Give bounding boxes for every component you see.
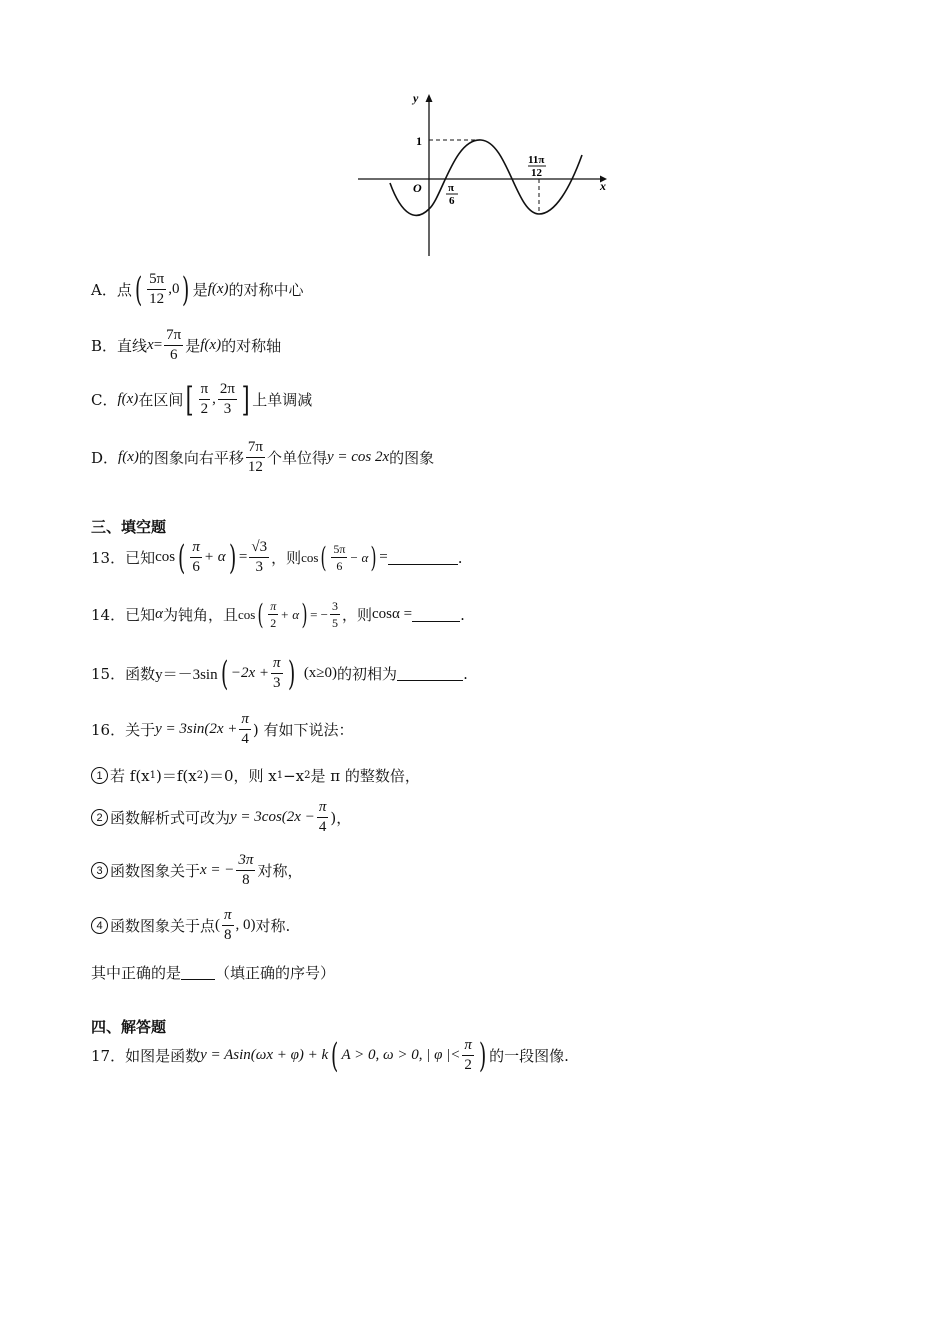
option-c-denominator-2: 3 [223, 401, 232, 417]
eleven-pi-over-12-numerator: 11π [528, 154, 545, 166]
q16-conclusion-tail: （填正确的序号） [215, 964, 336, 982]
option-b-tail: 的对称轴 [221, 337, 282, 355]
sine-graph-figure [350, 88, 615, 260]
option-c-prefix: C． [91, 391, 118, 409]
q17-label: 17．如图是函数 [91, 1047, 201, 1065]
q16-answer-blank[interactable] [181, 965, 215, 980]
q14-label: 14．已知 [91, 606, 156, 624]
option-c-tail: 上单调减 [252, 391, 313, 409]
q14-denominator-1: 2 [270, 616, 277, 630]
q13-denominator-1: 6 [192, 559, 200, 575]
option-c-fx: f(x) [117, 391, 139, 407]
q16-numerator: π [239, 712, 251, 730]
pi-over-6-numerator: π [448, 182, 455, 194]
pi-over-6-denominator: 6 [449, 195, 455, 207]
one-tick-label: 1 [416, 134, 422, 148]
q16-s2-text: 函数解析式可改为 [110, 809, 231, 827]
q16-s2-numerator: π [317, 800, 329, 818]
right-paren: ) [228, 537, 236, 578]
q17-denominator: 2 [464, 1057, 472, 1073]
q16-s2-tail: )， [330, 809, 352, 827]
q16-statement-3 [91, 853, 302, 888]
q14-answer-blank[interactable] [412, 607, 460, 622]
option-c-denominator-1: 2 [200, 401, 209, 417]
origin-label: O [413, 181, 422, 195]
q15-numerator: π [271, 656, 283, 674]
q17-tail: 的一段图像. [489, 1047, 569, 1065]
q17-cond: A > 0, ω > 0, | φ |< [341, 1047, 461, 1063]
q15-inner: −2x + [230, 665, 270, 681]
y-axis-arrow [426, 94, 433, 102]
q16-s3-denominator: 8 [242, 872, 250, 888]
x-axis-label: x [600, 179, 606, 193]
q16-s3-expr: x = − [200, 862, 235, 878]
q14-eq: = − [310, 606, 328, 622]
option-a-tail: 的对称中心 [228, 281, 304, 299]
left-paren: ( [178, 537, 186, 578]
q16-s4-after: , 0) [235, 917, 256, 933]
q15-label: 15．函数 [91, 665, 156, 683]
q13-eq-2: = [379, 549, 388, 565]
option-b-fx: f(x) [200, 337, 222, 353]
option-a-denominator: 12 [149, 291, 165, 307]
left-bracket: [ [185, 379, 194, 420]
option-c [91, 379, 313, 420]
option-a-fraction [147, 272, 166, 307]
q13-denominator-2: 3 [255, 559, 263, 575]
q16-statement-4 [91, 908, 290, 943]
section-4-heading: 四、解答题 [91, 1018, 167, 1036]
question-16 [91, 712, 354, 747]
circled-number: 1 [91, 767, 108, 784]
option-b-text: 是 [185, 337, 201, 355]
q14-numerator-1: π [270, 599, 277, 613]
option-d-fraction [246, 440, 265, 475]
q16-s4-open: ( [215, 917, 221, 933]
option-a [91, 269, 304, 310]
option-c-fraction-2 [218, 382, 237, 417]
right-bracket: ] [241, 379, 250, 420]
option-c-fraction-1 [199, 382, 211, 417]
comma: , [212, 391, 216, 407]
q13-fraction-3 [331, 543, 347, 572]
q14-fraction-1 [268, 600, 278, 629]
option-b-denominator: 6 [169, 347, 178, 363]
q16-s1-t4: −x [283, 766, 305, 785]
q16-s4-denominator: 8 [224, 927, 232, 943]
q13-plus-alpha: + α [203, 549, 226, 565]
option-d-tail: 的图象 [389, 449, 435, 467]
q16-s4-text: 函数图象关于点 [110, 917, 216, 935]
q14-cos: cos [237, 606, 256, 622]
option-d-mid: 的图象向右平移 [138, 449, 244, 467]
option-d-fx: f(x) [118, 449, 139, 465]
circled-number: 4 [91, 917, 108, 934]
option-b-prefix: B．直线 [91, 337, 148, 355]
option-b-eq: = [153, 337, 163, 353]
option-d-numerator: 7π [246, 440, 265, 458]
q16-s3-text: 函数图象关于 [110, 862, 201, 880]
option-b-var: x [147, 337, 154, 353]
y-axis-label: y [413, 91, 419, 105]
q16-s3-tail: 对称， [257, 862, 303, 880]
circled-number: 2 [91, 809, 108, 826]
left-paren: ( [134, 269, 143, 310]
q16-expr: y = 3sin(2x + [155, 721, 238, 737]
q13-numerator-2: √3 [249, 540, 269, 558]
right-paren: ) [301, 597, 308, 631]
q16-s2-fraction [317, 800, 329, 835]
q13-minus-alpha: − α [349, 549, 369, 565]
q16-fraction [239, 712, 251, 747]
option-b-fraction [164, 328, 183, 363]
option-b [91, 328, 281, 363]
q14-text: 为钝角，且 [162, 606, 238, 624]
q13-fraction-1 [190, 540, 202, 575]
q16-denominator: 4 [241, 731, 249, 747]
q13-answer-blank[interactable] [388, 550, 458, 565]
subscript: 1 [276, 770, 284, 781]
left-paren: ( [320, 540, 327, 574]
q16-s3-numerator: 3π [236, 853, 255, 871]
q15-cond: (x≥0) [303, 665, 338, 681]
circled-number: 3 [91, 862, 108, 879]
q14-end: . [460, 605, 465, 624]
q13-numerator-3: 5π [333, 542, 346, 556]
left-paren: ( [220, 653, 228, 694]
q13-eq: = [238, 549, 248, 565]
q14-plus-alpha: + α [280, 606, 300, 622]
option-b-numerator: 7π [164, 328, 183, 346]
option-a-text: 是 [192, 281, 208, 299]
q13-cos-2: cos [301, 549, 319, 565]
q14-then: ，则 [342, 606, 373, 624]
q17-numerator: π [462, 1038, 474, 1056]
q16-s2-denominator: 4 [318, 819, 327, 835]
q14-alpha: α [155, 606, 163, 622]
subscript: 2 [196, 770, 204, 781]
left-paren: ( [331, 1035, 339, 1076]
q16-s1-t2: )＝f(x [156, 767, 197, 785]
option-a-numerator: 5π [147, 272, 166, 290]
q13-cos: cos [155, 549, 176, 565]
q15-fraction [271, 656, 283, 691]
q13-end: . [457, 548, 463, 567]
right-paren: ) [370, 540, 377, 574]
right-paren: ) [478, 1035, 487, 1076]
q15-denominator: 3 [273, 675, 281, 691]
option-c-mid: 在区间 [138, 391, 184, 409]
option-d-prefix: D． [91, 449, 119, 467]
option-d-denominator: 12 [247, 459, 263, 475]
q13-fraction-2 [249, 540, 269, 575]
q13-denominator-3: 6 [336, 559, 343, 573]
section-3-heading: 三、填空题 [91, 518, 167, 536]
subscript: 2 [304, 770, 311, 781]
q17-fraction [462, 1038, 474, 1073]
option-d [91, 440, 434, 475]
question-13 [91, 537, 463, 578]
q16-s4-tail: 对称. [255, 917, 291, 935]
q16-label: 16．关于 [91, 721, 156, 739]
q15-end: . [463, 664, 468, 683]
q16-conclusion-text: 其中正确的是 [91, 964, 182, 982]
q16-s2-expr: y = 3cos(2x − [230, 809, 315, 825]
question-15 [91, 653, 468, 694]
eleven-pi-over-12-denominator: 12 [531, 167, 542, 179]
option-a-prefix: A．点 [91, 281, 132, 299]
left-paren: ( [257, 597, 264, 631]
q14-fraction-2 [330, 600, 340, 629]
question-14 [91, 597, 465, 631]
q16-s1-t5: 是 π 的整数倍， [310, 767, 420, 785]
q16-s4-numerator: π [222, 908, 234, 926]
q16-tail: ) 有如下说法： [252, 721, 354, 739]
q16-statement-2 [91, 800, 351, 835]
q15-answer-blank[interactable] [397, 666, 463, 681]
q16-statement-1 [91, 765, 420, 786]
right-paren: ) [287, 653, 295, 694]
option-a-fx: f(x) [207, 281, 229, 297]
subscript: 1 [149, 770, 157, 781]
right-paren: ) [182, 269, 190, 310]
q16-s4-fraction [222, 908, 234, 943]
q14-denominator-2: 5 [332, 616, 338, 630]
q16-s3-fraction [236, 853, 255, 888]
option-c-numerator-2: 2π [218, 382, 237, 400]
option-d-mid2: 个单位得 [266, 449, 327, 467]
q14-numerator-2: 3 [332, 599, 338, 613]
q15-expr: y＝－3sin [155, 667, 218, 683]
option-a-after-fraction: ,0 [168, 281, 180, 297]
q15-tail: 的初相为 [337, 665, 398, 683]
option-d-expr: y = cos 2x [326, 449, 390, 465]
q16-s1-text: 若 f(x [110, 767, 150, 785]
q16-s1-t3: )＝0，则 x [203, 767, 277, 785]
q14-expr: cosα = [372, 606, 413, 622]
sine-curve [390, 140, 582, 215]
q17-expr: y = Asin(ωx + φ) + k [200, 1047, 329, 1063]
q13-numerator-1: π [190, 540, 202, 558]
option-c-numerator-1: π [199, 382, 211, 400]
q13-then: ，则 [271, 549, 302, 567]
q16-conclusion [91, 962, 335, 983]
q13-label: 13．已知 [91, 549, 156, 567]
question-17 [91, 1035, 569, 1076]
